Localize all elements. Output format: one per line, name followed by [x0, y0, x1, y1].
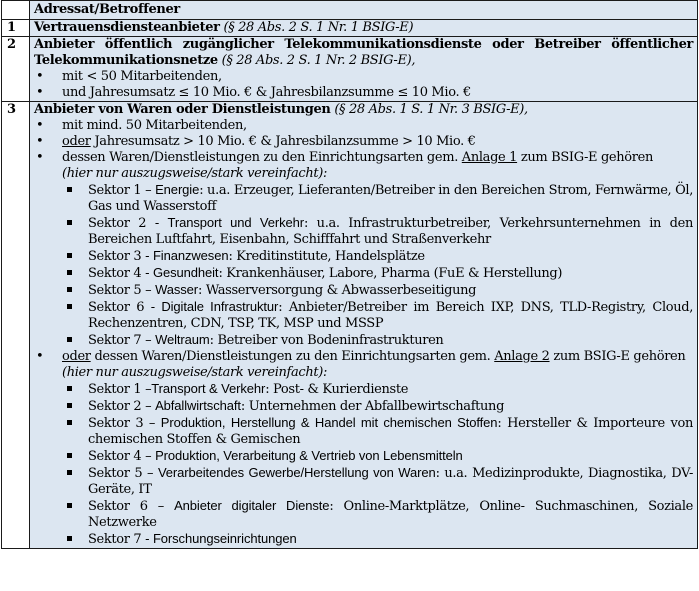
row-1-citation: (§ 28 Abs. 2 S. 1 Nr. 1 BSIG-E)	[219, 20, 414, 35]
sector-label: Sektor 1 –	[88, 382, 152, 397]
row-3-bullet-anlage-2	[62, 349, 693, 548]
sector-label: Sektor 4 –	[88, 449, 156, 464]
sector-desc: : Wasserversorgung & Abwasserbeseitigung	[198, 283, 477, 298]
sector-label: Sektor 7 –	[88, 333, 156, 348]
table-row-2	[2, 37, 698, 102]
anlage-2-reference: Anlage 2	[494, 349, 550, 364]
sector-label: Sektor 5 –	[88, 283, 156, 298]
oder-keyword: oder	[62, 349, 91, 364]
sector-label: Sektor 6 -	[88, 300, 162, 315]
sector-label: Sektor 3 –	[88, 416, 161, 431]
sector-name: Gesundheit	[152, 265, 219, 280]
sector-name: Anbieter digitaler Dienste	[174, 498, 330, 513]
sector-name: Weltraum	[155, 332, 210, 347]
sector-name: Transport und Verkehr	[167, 215, 305, 230]
anlage-1-sector-item	[88, 265, 693, 282]
sector-desc: : Krankenhäuser, Labore, Pharma (FuE & Herstellung)	[218, 266, 563, 281]
anlage-1-sector-item	[88, 248, 693, 265]
row-3-bullet-mitarbeiter: • mit mind. 50 Mitarbeitenden,	[62, 118, 693, 134]
sector-desc: : Kreditinstitute, Handelsplätze	[228, 249, 425, 264]
sector-name: Abfallwirtschaft	[155, 398, 241, 413]
sector-label: Sektor 2 –	[88, 399, 156, 414]
anlage-1-sector-item	[88, 332, 693, 349]
row-2-citation: (§ 28 Abs. 2 S. 1 Nr. 2 BSIG-E),	[217, 53, 416, 68]
row-3-bullet-anlage-1	[62, 150, 693, 349]
anlage-1-text-after: zum BSIG-E gehören	[517, 150, 653, 165]
row-3-criteria-list	[34, 118, 693, 548]
row-2-bullet-mitarbeiter: • mit < 50 Mitarbeitenden,	[62, 69, 693, 85]
anlage-2-sector-item	[88, 415, 693, 448]
sector-label: Sektor 4 -	[88, 266, 153, 281]
header-num-cell	[2, 1, 30, 20]
sector-name: Transport & Verkehr	[151, 381, 266, 396]
row-2-title: Anbieter öffentlich zugänglicher Telekommunikationsdienste oder Betreiber öffentlicher Telekommunikationsnetze	[34, 37, 693, 68]
sector-name: Produktion, Herstellung & Handel mit chemischen Stoffen	[160, 415, 498, 430]
anlage-2-text-before: dessen Waren/Dienstleistungen zu den Einrichtungsarten gem.	[90, 349, 495, 364]
sector-name: Digitale Infrastruktur	[161, 299, 279, 314]
anlage-2-note: (hier nur auszugsweise/stark vereinfacht):	[62, 365, 328, 380]
table-row-3	[2, 102, 698, 549]
anlage-2-sector-item	[88, 398, 693, 415]
sector-desc: : u.a. Medizinprodukte, Diagnostika, DV-Geräte, IT	[88, 466, 693, 497]
row-2-criteria-list	[34, 69, 693, 101]
sector-name: Forschungseinrichtungen	[152, 531, 297, 546]
sector-desc: : u.a. Erzeuger, Lieferanten/Betreiber in den Bereichen Strom, Fernwärme, Öl, Gas und Wasserstoff	[88, 183, 694, 214]
anlage-2-sector-item	[88, 498, 693, 531]
row-3-num: 3	[2, 102, 30, 549]
sector-label: Sektor 3 -	[88, 249, 153, 264]
anlage-2-sector-item	[88, 381, 693, 398]
anlage-1-sector-item	[88, 215, 693, 248]
anlage-1-sector-item	[88, 282, 693, 299]
table-row-1	[2, 20, 698, 37]
anlage-2-sector-item	[88, 531, 693, 548]
anlage-2-sector-item	[88, 465, 693, 498]
regulation-table	[1, 0, 698, 549]
oder-keyword: oder	[62, 134, 91, 149]
umsatz-text: Jahresumsatz > 10 Mio. € & Jahresbilanzsumme > 10 Mio. €	[90, 134, 476, 149]
anlage-1-note: (hier nur auszugsweise/stark vereinfacht):	[62, 166, 328, 181]
row-3-citation: (§ 28 Abs. 1 S. 1 Nr. 3 BSIG-E),	[330, 102, 528, 117]
anlage-1-reference: Anlage 1	[461, 150, 518, 165]
sector-name: Produktion, Verarbeitung & Vertrieb von Lebensmitteln	[155, 448, 463, 463]
sector-label: Sektor 2 -	[88, 216, 168, 231]
sector-label: Sektor 1 –	[88, 183, 156, 198]
sector-name: Wasser	[155, 282, 199, 297]
sector-desc: : Unternehmen der Abfallbewirtschaftung	[240, 399, 505, 414]
sector-desc: : Hersteller & Importeure von chemischen Stoffen & Gemischen	[88, 416, 693, 447]
row-1-num: 1	[2, 20, 30, 37]
document-page	[1, 0, 698, 549]
row-1-title: Vertrauensdiensteanbieter	[34, 20, 220, 35]
header-title: Adressat/Betroffener	[30, 1, 698, 20]
sector-label: Sektor 5 –	[88, 466, 158, 481]
sector-desc: : Betreiber von Bodeninfrastrukturen	[209, 333, 444, 348]
row-1-content	[30, 20, 698, 37]
sector-name: Finanzwesen	[152, 248, 229, 263]
row-3-title: Anbieter von Waren oder Dienstleistungen	[34, 102, 331, 117]
row-2-num: 2	[2, 37, 30, 102]
anlage-2-sector-item	[88, 448, 693, 465]
row-2-content	[30, 37, 698, 102]
sector-desc: : Online-Marktplätze, Online- Suchmaschinen, Soziale Netzwerke	[88, 499, 693, 530]
anlage-2-text-after: zum BSIG-E gehören	[549, 349, 686, 364]
row-2-bullet-umsatz: • und Jahresumsatz ≤ 10 Mio. € & Jahresbilanzsumme ≤ 10 Mio. €	[62, 85, 693, 101]
sector-desc: : Anbieter/Betreiber im Bereich IXP, DNS, TLD-Registry, Cloud, Rechenzentren, CDN, TSP, TK, MSP und MSSP	[88, 300, 694, 331]
sector-desc: : u.a. Infrastrukturbetreiber, Verkehrsunternehmen in den Bereichen Luftfahrt, Eisenbahn, Schifffahrt und Straßenverkehr	[88, 216, 694, 247]
anlage-1-sector-item	[88, 299, 693, 332]
anlage-1-text-before: dessen Waren/Dienstleistungen zu den Einrichtungsarten gem.	[62, 150, 462, 165]
table-header-row	[2, 1, 698, 20]
sector-name: Energie	[155, 182, 200, 197]
row-3-content	[30, 102, 698, 549]
sector-name: Verarbeitendes Gewerbe/Herstellung von Waren	[157, 465, 436, 480]
anlage-1-sector-item	[88, 182, 693, 215]
row-3-bullet-umsatz	[62, 134, 693, 150]
sector-label: Sektor 7 -	[88, 532, 153, 547]
anlage-1-sector-list	[62, 182, 693, 349]
anlage-2-sector-list	[62, 381, 693, 548]
sector-desc: : Post- & Kurierdienste	[265, 382, 409, 397]
sector-label: Sektor 6 –	[88, 499, 175, 514]
